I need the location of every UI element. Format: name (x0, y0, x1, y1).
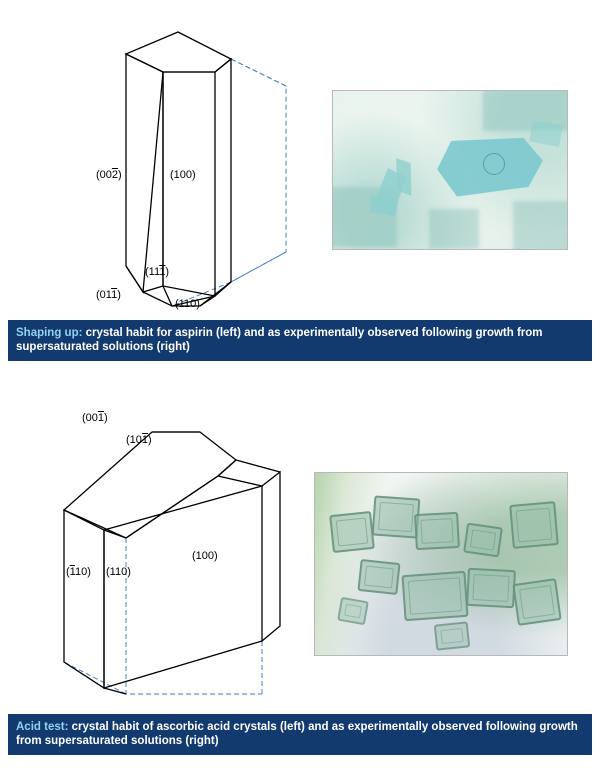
face-label-bar110: (110) (66, 566, 91, 578)
face-label-110: (110) (106, 566, 131, 578)
face-label-100: (100) (192, 550, 218, 562)
aspirin-crystal-micrograph (332, 90, 568, 250)
caption-text: crystal habit for aspirin (left) and as experimentally observed following growth from supersaturated solutions (right) (16, 327, 543, 353)
face-label-110: (110) (175, 298, 200, 310)
caption-aspirin (8, 320, 592, 361)
ascorbic-acid-crystal-micrograph (314, 472, 568, 656)
caption-lead: Acid test: (16, 721, 69, 733)
caption-lead: Shaping up: (16, 327, 83, 339)
face-label-002: (002) (96, 169, 122, 181)
face-label-101: (101) (126, 434, 152, 446)
aspirin-crystal-habit-diagram (60, 14, 300, 314)
caption-ascorbic-acid (8, 714, 592, 755)
ascorbic-acid-crystal-habit-diagram (40, 398, 300, 708)
face-label-100: (100) (170, 169, 196, 181)
figure-aspirin (0, 0, 600, 360)
figure-ascorbic-acid (0, 386, 600, 770)
caption-text: crystal habit of ascorbic acid crystals (left) and as experimentally observed following growth from supersaturated solutions (right) (16, 721, 578, 747)
face-label-011: (011) (96, 289, 121, 301)
face-label-111: (111) (145, 266, 170, 278)
face-label-001: (001) (82, 412, 108, 424)
